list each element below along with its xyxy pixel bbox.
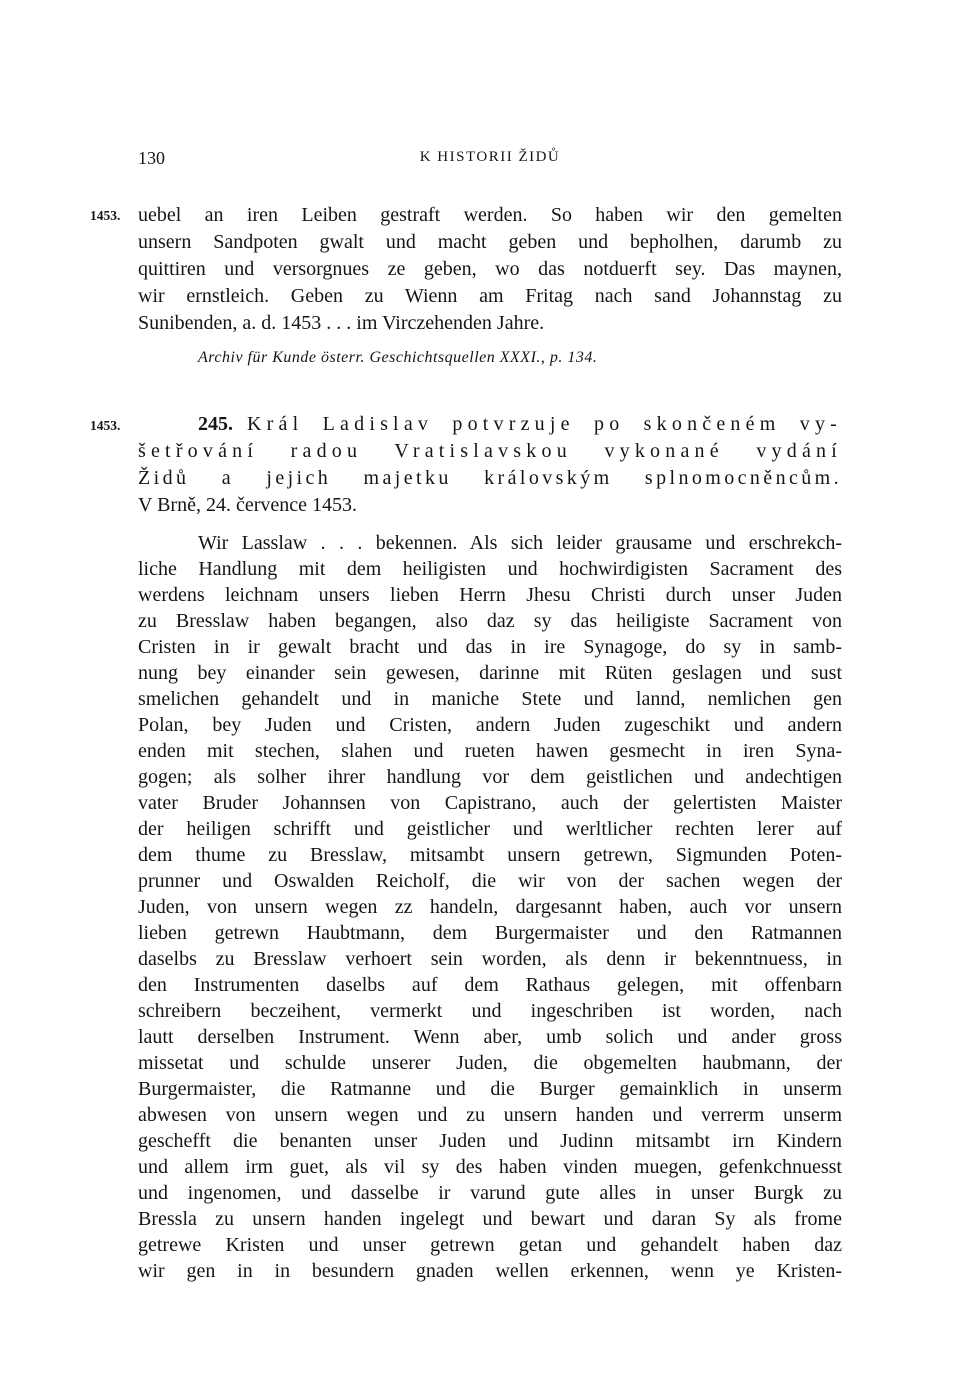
text-line: quittiren und versorgnues ze geben, wo das notduerft sey. Das maynen, <box>138 258 842 280</box>
text-line: dem thume zu Bresslaw, mitsambt unsern getrewn, Sigmunden Poten- <box>138 844 842 866</box>
document-heading-line <box>198 411 842 437</box>
text-line: vater Bruder Johannsen von Capistrano, auch der gelertisten Maister <box>138 792 842 814</box>
text-line: unsern Sandpoten gwalt und macht geben und bepholhen, darumb zu <box>138 231 842 253</box>
document-number: 245. <box>198 413 233 435</box>
source-citation: Archiv für Kunde österr. Geschichtsquellen XXXI., p. 134. <box>198 349 598 366</box>
text-line: Sunibenden, a. d. 1453 . . . im Virczehenden Jahre. <box>138 312 545 334</box>
text-line: werdens leichnam unsers lieben Herrn Jhesu Christi durch unser Juden <box>138 584 842 606</box>
text-line: getrewe Kristen und unser getrewn getan und gehandelt haben daz <box>138 1234 842 1256</box>
margin-year: 1453. <box>90 418 121 433</box>
text-line: nung bey einander sein gewesen, darinne mit Rüten geslagen und sust <box>138 662 842 684</box>
text-line: gogen; als solher ihrer handlung vor dem geistlichen und andechtigen <box>138 766 842 788</box>
text-line: Wir Lasslaw . . . bekennen. Als sich leider grausame und erschrekch- <box>198 532 842 554</box>
text-line: liche Handlung mit dem heiligisten und hochwirdigisten Sacrament des <box>138 558 842 580</box>
text-line: uebel an iren Leiben gestraft werden. So haben wir den gemelten <box>138 204 842 226</box>
text-line: Bressla zu unsern handen ingelegt und bewart und daran Sy als frome <box>138 1208 842 1230</box>
text-line: prunner und Oswalden Reicholf, die wir von der sachen wegen der <box>138 870 842 892</box>
text-line: der heiligen schrifft und geistlicher und werltlicher rechten lerer auf <box>138 818 842 840</box>
document-heading-line: Židů a jejich majetku královským splnomocněncům. <box>138 467 842 489</box>
text-line: zu Bresslaw haben begangen, also daz sy das heiligiste Sacrament von <box>138 610 842 632</box>
running-head <box>138 148 842 170</box>
text-line: abwesen von unsern wegen und zu unsern handen und verrerm unserm <box>138 1104 842 1126</box>
text-line: Burgermaister, die Ratmanne und die Burger gemainklich in unserm <box>138 1078 842 1100</box>
heading-text: Král Ladislav potvrzuje po skončeném vy- <box>247 413 842 435</box>
text-line: Cristen in ir gewalt bracht und das in ire Synagoge, do sy in samb- <box>138 636 842 658</box>
text-line: wir ernstleich. Geben zu Wienn am Fritag nach sand Johannstag zu <box>138 285 842 307</box>
text-line: schreibern beczeihent, vermerkt und ingeschriben ist worden, nach <box>138 1000 842 1022</box>
running-title: K HISTORII ŽIDŮ <box>419 149 561 165</box>
text-line: geschefft die benanten unser Juden und Judinn mitsambt irn Kindern <box>138 1130 842 1152</box>
text-line: smelichen gehandelt und in maniche Stete und lannd, nemlichen gen <box>138 688 842 710</box>
text-line: enden mit stechen, slahen und rueten hawen gesmecht in iren Syna- <box>138 740 842 762</box>
text-line: lieben getrewn Haubtmann, dem Burgermaister und den Ratmannen <box>138 922 842 944</box>
text-line: und ingenomen, und dasselbe ir varund gute alles in unser Burgk zu <box>138 1182 842 1204</box>
text-line: den Instrumenten daselbs auf dem Rathaus gelegen, mit offenbarn <box>138 974 842 996</box>
document-date-line: V Brně, 24. července 1453. <box>138 494 358 516</box>
text-line: und allem irm guet, als vil sy des haben vinden muegen, gefenkchnuesst <box>138 1156 842 1178</box>
text-line: wir gen in in besundern gnaden wellen erkennen, wenn ye Kristen- <box>138 1260 842 1282</box>
text-line: daselbs zu Bresslaw verhoert sein worden, als denn ir bekenntnuess, in <box>138 948 842 970</box>
text-line: Juden, von unsern wegen zz handeln, dargesannt haben, auch vor unsern <box>138 896 842 918</box>
margin-year: 1453. <box>90 208 121 223</box>
document-heading-line: šetřování radou Vratislavskou vykonané vydání <box>138 440 842 462</box>
text-line: missetat und schulde unserer Juden, die obgemelten haubmann, der <box>138 1052 842 1074</box>
page-number: 130 <box>138 148 165 168</box>
text-line: lautt derselben Instrument. Wenn aber, umb solich und ander gross <box>138 1026 842 1048</box>
text-line: Polan, bey Juden und Cristen, andern Juden zugeschikt und andern <box>138 714 842 736</box>
